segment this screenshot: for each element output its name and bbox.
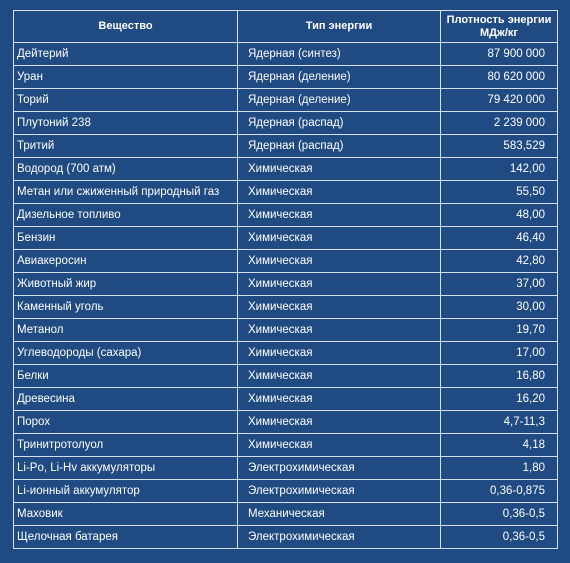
cell-substance: Авиакеросин [14, 250, 238, 273]
table-row [14, 273, 558, 296]
table-row [14, 526, 558, 549]
cell-energy-density: 0,36-0,5 [441, 503, 558, 526]
cell-energy-density: 30,00 [441, 296, 558, 319]
cell-substance: Животный жир [14, 273, 238, 296]
cell-energy-type: Электрохимическая [238, 457, 441, 480]
cell-energy-density: 80 620 000 [441, 66, 558, 89]
table-row [14, 227, 558, 250]
cell-energy-density: 4,7-11,3 [441, 411, 558, 434]
cell-substance: Углеводороды (сахара) [14, 342, 238, 365]
cell-energy-type: Химическая [238, 434, 441, 457]
header-energy-density [441, 11, 558, 43]
cell-energy-type: Химическая [238, 342, 441, 365]
cell-energy-density: 2 239 000 [441, 112, 558, 135]
cell-substance: Тритий [14, 135, 238, 158]
cell-energy-density: 42,80 [441, 250, 558, 273]
table-row [14, 411, 558, 434]
table-row [14, 434, 558, 457]
cell-substance: Дизельное топливо [14, 204, 238, 227]
cell-energy-type: Химическая [238, 204, 441, 227]
cell-substance: Торий [14, 89, 238, 112]
table-header [14, 11, 558, 43]
header-substance: Вещество [14, 11, 238, 43]
cell-substance: Порох [14, 411, 238, 434]
cell-substance: Щелочная батарея [14, 526, 238, 549]
cell-substance: Белки [14, 365, 238, 388]
cell-substance: Метан или сжиженный природный газ [14, 181, 238, 204]
cell-energy-type: Химическая [238, 250, 441, 273]
cell-energy-type: Ядерная (деление) [238, 66, 441, 89]
cell-energy-type: Химическая [238, 158, 441, 181]
table-row [14, 342, 558, 365]
table-row [14, 43, 558, 66]
header-energy-density-label: Плотность энергии МДж/кг [446, 13, 552, 39]
energy-density-table [13, 10, 558, 549]
cell-energy-density: 142,00 [441, 158, 558, 181]
cell-energy-density: 0,36-0,5 [441, 526, 558, 549]
cell-energy-density: 87 900 000 [441, 43, 558, 66]
cell-energy-type: Химическая [238, 181, 441, 204]
cell-energy-type: Химическая [238, 319, 441, 342]
cell-substance: Плутоний 238 [14, 112, 238, 135]
cell-energy-density: 4,18 [441, 434, 558, 457]
cell-energy-density: 16,80 [441, 365, 558, 388]
table-body [14, 43, 558, 549]
cell-energy-type: Ядерная (распад) [238, 135, 441, 158]
cell-substance: Древесина [14, 388, 238, 411]
table-row [14, 135, 558, 158]
cell-energy-density: 79 420 000 [441, 89, 558, 112]
cell-energy-density: 55,50 [441, 181, 558, 204]
cell-substance: Водород (700 атм) [14, 158, 238, 181]
cell-substance: Метанол [14, 319, 238, 342]
cell-energy-density: 0,36-0,875 [441, 480, 558, 503]
cell-substance: Тринитротолуол [14, 434, 238, 457]
cell-energy-type: Химическая [238, 388, 441, 411]
header-energy-type: Тип энергии [238, 11, 441, 43]
cell-energy-density: 46,40 [441, 227, 558, 250]
cell-energy-density: 17,00 [441, 342, 558, 365]
cell-energy-density: 37,00 [441, 273, 558, 296]
cell-substance: Уран [14, 66, 238, 89]
cell-energy-type: Химическая [238, 411, 441, 434]
table-row [14, 158, 558, 181]
table-row [14, 66, 558, 89]
cell-substance: Li-ионный аккумулятор [14, 480, 238, 503]
cell-energy-type: Ядерная (синтез) [238, 43, 441, 66]
table-row [14, 319, 558, 342]
cell-energy-density: 48,00 [441, 204, 558, 227]
cell-substance: Дейтерий [14, 43, 238, 66]
cell-energy-density: 1,80 [441, 457, 558, 480]
cell-energy-density: 19,70 [441, 319, 558, 342]
cell-energy-type: Электрохимическая [238, 526, 441, 549]
table-row [14, 296, 558, 319]
cell-energy-type: Ядерная (деление) [238, 89, 441, 112]
cell-energy-type: Химическая [238, 296, 441, 319]
table-row [14, 365, 558, 388]
cell-substance: Маховик [14, 503, 238, 526]
header-row [14, 11, 558, 43]
cell-energy-type: Химическая [238, 227, 441, 250]
cell-energy-density: 583,529 [441, 135, 558, 158]
cell-energy-type: Химическая [238, 273, 441, 296]
cell-energy-type: Электрохимическая [238, 480, 441, 503]
table-row [14, 181, 558, 204]
cell-energy-density: 16,20 [441, 388, 558, 411]
table-row [14, 457, 558, 480]
cell-energy-type: Ядерная (распад) [238, 112, 441, 135]
cell-substance: Бензин [14, 227, 238, 250]
table-row [14, 503, 558, 526]
table-row [14, 250, 558, 273]
cell-substance: Li-Po, Li-Hv аккумуляторы [14, 457, 238, 480]
table-row [14, 112, 558, 135]
cell-energy-type: Механическая [238, 503, 441, 526]
table-row [14, 89, 558, 112]
table-row [14, 204, 558, 227]
cell-substance: Каменный уголь [14, 296, 238, 319]
table-row [14, 388, 558, 411]
cell-energy-type: Химическая [238, 365, 441, 388]
table-row [14, 480, 558, 503]
